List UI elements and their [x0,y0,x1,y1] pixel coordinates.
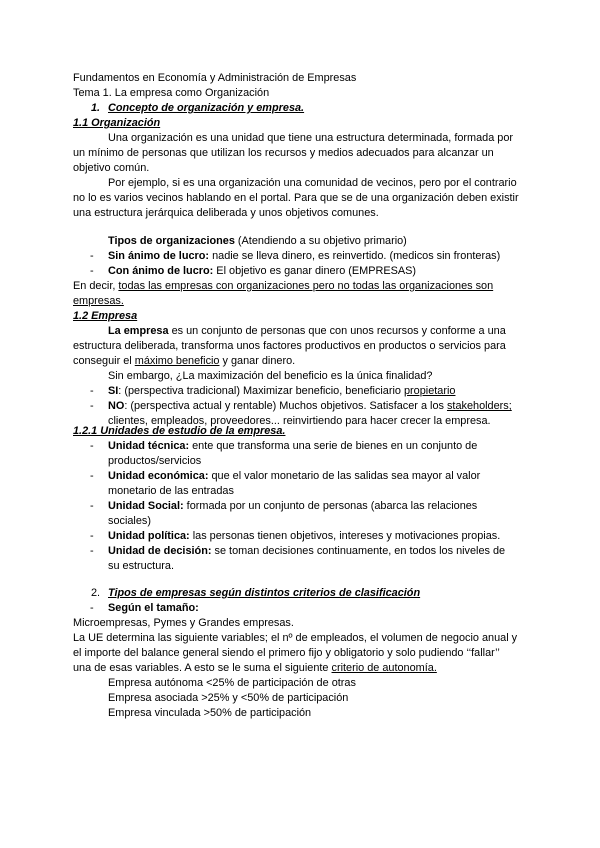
unit-text: formada por un conjunto de personas (abarca las relaciones [183,500,478,512]
conclusion-line [73,279,493,293]
autonomy-item: Empresa asociada >25% y <50% de participación [108,692,349,704]
answer-text: : (perspectiva actual y rentable) Muchos objetivos. Satisfacer a los [124,400,447,412]
text-run: una de esas variables. A esto se le suma el siguiente [73,662,332,674]
type-text: nadie se lleva dinero, es reinvertido. (medicos sin fronteras) [209,250,501,262]
owner-underlined: propietario [404,385,456,397]
unit-text-continued: monetario de las entradas [108,485,234,497]
subsection-1-2-1-heading: 1.2.1 Unidades de estudio de la empresa. [73,425,286,437]
unit-label: Unidad técnica: [108,440,190,452]
unit-text: ente que transforma una serie de bienes en un conjunto de [189,440,478,452]
organization-types-heading [108,234,407,248]
subsection-1-1-heading: 1.1 Organización [73,117,161,129]
unit-text-continued: sociales) [108,515,151,527]
conclusion-line-2: empresas. [73,295,124,307]
organization-type-nonprofit [108,249,500,263]
dash-bullet: - [90,250,94,262]
size-criterion-label: Según el tamaño: [108,602,199,614]
organization-types-note: (Atendiendo a su objetivo primario) [234,235,407,247]
answer-text: : (perspectiva tradicional) Maximizar beneficio, beneficiario [118,385,404,397]
paragraph-line: Por ejemplo, si es una organización una comunidad de vecinos, pero por el contrario [108,177,517,189]
paragraph-line: un mínimo de personas que utilizan los recursos y medios adecuados para alcanzar un [73,147,494,159]
unit-technical [108,439,477,453]
unit-text: que el valor monetario de las salidas sea mayor al valor [208,470,481,482]
paragraph-line [73,661,437,675]
autonomy-item: Empresa autónoma <25% de participación de otras [108,677,356,689]
unit-label: Unidad política: [108,530,190,542]
autonomy-criterion-underlined: criterio de autonomía. [331,662,437,674]
company-definition-text: es un conjunto de personas que con unos recursos y conforme a una [168,325,506,337]
unit-decision [108,544,505,558]
paragraph-line: el importe del balance general siendo el primero fijo y obligatorio y solo pudiendo ‘‘fallar’’ [73,647,500,659]
paragraph-line: no lo es varios vecinos hablando en el portal. Para que se de una organización deben existir [73,192,519,204]
question-line: Sin embargo, ¿La maximización del beneficio es la única finalidad? [108,370,433,382]
autonomy-item: Empresa vinculada >50% de participación [108,707,312,719]
answer-label: SI [108,385,119,397]
dash-bullet: - [90,400,94,412]
company-sizes: Microempresas, Pymes y Grandes empresas. [73,617,294,629]
unit-label: Unidad económica: [108,470,209,482]
paragraph-line: Una organización es una unidad que tiene una estructura determinada, formada por [108,132,514,144]
paragraph-line [73,354,295,368]
text-run: conseguir el [73,355,135,367]
paragraph-line: objetivo común. [73,162,150,174]
company-definition-line [108,324,506,338]
type-text: El objetivo es ganar dinero (EMPRESAS) [213,265,417,277]
answer-no-continued: clientes, empleados, proveedores... reinvirtiendo para hacer crecer la empresa. [108,415,491,427]
unit-text: se toman decisiones continuamente, en todos los niveles de [211,545,506,557]
paragraph-line: una estructura jerárquica deliberada y unos objetivos comunes. [73,207,379,219]
dash-bullet: - [90,385,94,397]
dash-bullet: - [90,265,94,277]
dash-bullet: - [90,545,94,557]
section-1-number: 1. [91,102,101,114]
unit-social [108,499,477,513]
type-label: Con ánimo de lucro: [108,265,214,277]
unit-text: las personas tienen objetivos, intereses y motivaciones propias. [189,530,501,542]
subsection-1-2-heading: 1.2 Empresa [73,310,138,322]
dash-bullet: - [90,530,94,542]
organization-type-forprofit [108,264,416,278]
unit-text-continued: productos/servicios [108,455,202,467]
unit-text-continued: su estructura. [108,560,174,572]
document-header-course: Fundamentos en Economía y Administración de Empresas [73,72,357,84]
dash-bullet: - [90,470,94,482]
max-profit-underlined: máximo beneficio [134,355,220,367]
dash-bullet: - [90,500,94,512]
organization-types-title: Tipos de organizaciones [108,235,235,247]
paragraph-line: estructura deliberada, transforma unos factores productivos en productos o servicios para [73,340,506,352]
dash-bullet: - [90,440,94,452]
dash-bullet: - [90,602,94,614]
stakeholders-underlined: stakeholders; [446,400,512,412]
unit-economic [108,469,480,483]
text-run: y ganar dinero. [219,355,296,367]
section-2-title: Tipos de empresas según distintos criterios de clasificación [108,587,421,599]
unit-political [108,529,500,543]
type-label: Sin ánimo de lucro: [108,250,210,262]
unit-label: Unidad Social: [108,500,184,512]
company-definition-label: La empresa [108,325,169,337]
section-1-title: Concepto de organización y empresa. [108,102,305,114]
document-header-topic: Tema 1. La empresa como Organización [73,87,270,99]
conclusion-prefix: En decir, [73,280,119,292]
paragraph-line: La UE determina las siguiente variables; el nº de empleados, el volumen de negocio anual y [73,632,518,644]
answer-yes [108,384,455,398]
conclusion-underlined: todas las empresas con organizaciones pero no todas las organizaciones son [118,280,494,292]
unit-label: Unidad de decisión: [108,545,212,557]
answer-no [108,399,512,413]
section-2-number: 2. [91,587,101,599]
answer-label: NO [108,400,125,412]
